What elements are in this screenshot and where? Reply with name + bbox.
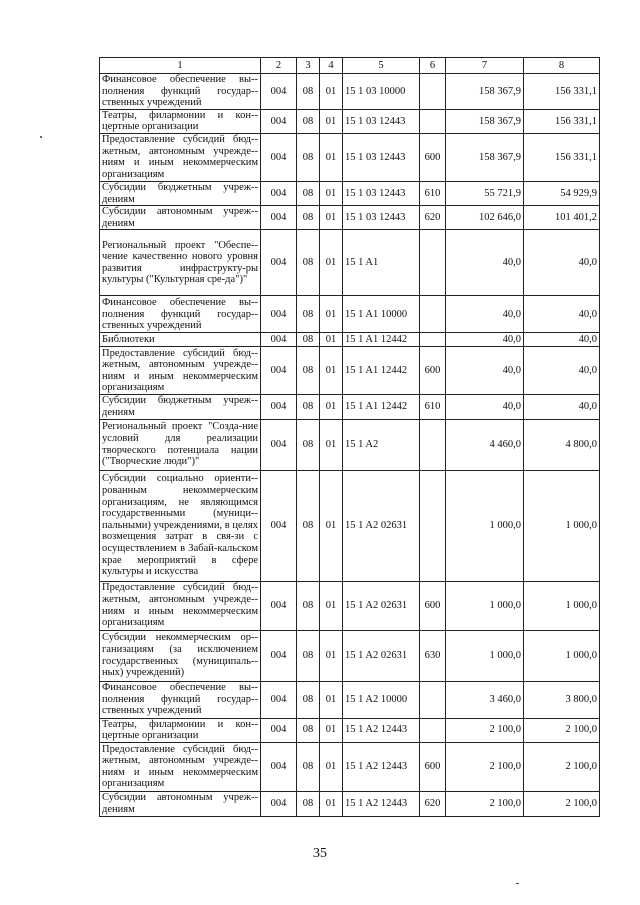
row-name-cell: Региональный проект "Созда-ние условий для реализации творческого потенциала нации ("Творческие люди")" [100, 419, 261, 470]
expense-type-cell [420, 74, 446, 110]
page-number: 35 [313, 846, 327, 861]
subsection-code-cell: 01 [320, 181, 343, 205]
row-name-cell: Предоставление субсидий бюд-жетным, автономным учрежде-ниям и иным некоммерческим организациям [100, 347, 261, 395]
subsection-code-cell: 01 [320, 791, 343, 816]
row-name-cell: Предоставление субсидий бюд-жетным, автономным учрежде-ниям и иным некоммерческим организациям [100, 581, 261, 630]
amount-col7-cell: 3 460,0 [446, 681, 524, 718]
target-article-cell: 15 1 03 12443 [343, 206, 420, 230]
table-row [100, 206, 600, 230]
section-code-cell: 08 [297, 791, 320, 816]
ministry-code-cell: 004 [261, 206, 297, 230]
subsection-code-cell: 01 [320, 395, 343, 419]
subsection-code-cell: 01 [320, 206, 343, 230]
row-name-cell: Субсидии автономным учреж-дениям [100, 206, 261, 230]
amount-col7-cell: 158 367,9 [446, 74, 524, 110]
subsection-code-cell: 01 [320, 419, 343, 470]
target-article-cell: 15 1 A1 12442 [343, 347, 420, 395]
row-name-cell: Субсидии некоммерческим ор-ганизациям (за исключением государственных (муниципаль-ных) учреждений) [100, 630, 261, 681]
expense-type-cell [420, 419, 446, 470]
table-row [100, 109, 600, 133]
row-name-cell: Предоставление субсидий бюд-жетным, автономным учрежде-ниям и иным некоммерческим организациям [100, 742, 261, 791]
section-code-cell: 08 [297, 395, 320, 419]
ministry-code-cell: 004 [261, 630, 297, 681]
row-name-cell: Финансовое обеспечение вы-полнения функций государ-ственных учреждений [100, 296, 261, 333]
header-cell-7: 7 [446, 58, 524, 74]
table-row [100, 230, 600, 296]
row-name-cell: Финансовое обеспечение вы-полнения функций государ-ственных учреждений [100, 74, 261, 110]
table-row [100, 581, 600, 630]
row-name-cell: Субсидии бюджетным учреж-дениям [100, 395, 261, 419]
amount-col7-cell: 40,0 [446, 333, 524, 347]
row-name-cell: Субсидии автономным учреж-дениям [100, 791, 261, 816]
target-article-cell: 15 1 03 10000 [343, 74, 420, 110]
expense-type-cell: 610 [420, 395, 446, 419]
subsection-code-cell: 01 [320, 333, 343, 347]
subsection-code-cell: 01 [320, 230, 343, 296]
subsection-code-cell: 01 [320, 630, 343, 681]
ministry-code-cell: 004 [261, 470, 297, 581]
row-name-cell: Финансовое обеспечение вы-полнения функций государ-ственных учреждений [100, 681, 261, 718]
subsection-code-cell: 01 [320, 133, 343, 181]
amount-col7-cell: 55 721,9 [446, 181, 524, 205]
budget-table [99, 57, 600, 817]
expense-type-cell: 600 [420, 742, 446, 791]
section-code-cell: 08 [297, 581, 320, 630]
section-code-cell: 08 [297, 470, 320, 581]
target-article-cell: 15 1 03 12443 [343, 133, 420, 181]
expense-type-cell [420, 230, 446, 296]
table-row [100, 181, 600, 205]
header-cell-6: 6 [420, 58, 446, 74]
section-code-cell: 08 [297, 133, 320, 181]
subsection-code-cell: 01 [320, 581, 343, 630]
subsection-code-cell: 01 [320, 470, 343, 581]
amount-col7-cell: 1 000,0 [446, 630, 524, 681]
amount-col7-cell: 158 367,9 [446, 109, 524, 133]
ministry-code-cell: 004 [261, 133, 297, 181]
amount-col7-cell: 1 000,0 [446, 470, 524, 581]
target-article-cell: 15 1 A1 12442 [343, 395, 420, 419]
section-code-cell: 08 [297, 630, 320, 681]
amount-col8-cell: 156 331,1 [524, 133, 600, 181]
subsection-code-cell: 01 [320, 347, 343, 395]
amount-col8-cell: 101 401,2 [524, 206, 600, 230]
amount-col7-cell: 2 100,0 [446, 791, 524, 816]
amount-col7-cell: 40,0 [446, 395, 524, 419]
amount-col8-cell: 2 100,0 [524, 742, 600, 791]
row-name-cell: Субсидии социально ориенти-рованным некоммерческим организациям, не являющимся государственными (муници-пальными) учреждениями, в целях возмещения затрат в свя-зи с осуществлением в Забай-кальском крае мероприятий в сфере культуры и искусства [100, 470, 261, 581]
expense-type-cell [420, 333, 446, 347]
scan-speck [516, 883, 519, 884]
section-code-cell: 08 [297, 206, 320, 230]
amount-col8-cell: 2 100,0 [524, 791, 600, 816]
target-article-cell: 15 1 A2 12443 [343, 791, 420, 816]
scan-speck [40, 136, 42, 138]
row-name-cell: Субсидии бюджетным учреж-дениям [100, 181, 261, 205]
amount-col7-cell: 102 646,0 [446, 206, 524, 230]
section-code-cell: 08 [297, 109, 320, 133]
section-code-cell: 08 [297, 718, 320, 742]
ministry-code-cell: 004 [261, 109, 297, 133]
expense-type-cell: 600 [420, 133, 446, 181]
ministry-code-cell: 004 [261, 230, 297, 296]
header-cell-4: 4 [320, 58, 343, 74]
table-row [100, 742, 600, 791]
expense-type-cell [420, 718, 446, 742]
table-row [100, 791, 600, 816]
table-row [100, 681, 600, 718]
row-name-cell: Региональный проект "Обеспе-чение качественно нового уровня развития инфраструкту-ры культуры ("Культурная сре-да")" [100, 230, 261, 296]
amount-col8-cell: 40,0 [524, 395, 600, 419]
subsection-code-cell: 01 [320, 74, 343, 110]
section-code-cell: 08 [297, 230, 320, 296]
header-cell-5: 5 [343, 58, 420, 74]
target-article-cell: 15 1 03 12443 [343, 181, 420, 205]
amount-col7-cell: 40,0 [446, 296, 524, 333]
table-row [100, 133, 600, 181]
row-name-cell: Библиотеки [100, 333, 261, 347]
ministry-code-cell: 004 [261, 419, 297, 470]
expense-type-cell [420, 109, 446, 133]
amount-col7-cell: 4 460,0 [446, 419, 524, 470]
ministry-code-cell: 004 [261, 181, 297, 205]
target-article-cell: 15 1 A2 02631 [343, 630, 420, 681]
ministry-code-cell: 004 [261, 395, 297, 419]
table-body [100, 74, 600, 817]
amount-col8-cell: 1 000,0 [524, 581, 600, 630]
row-name-cell: Театры, филармонии и кон-цертные организации [100, 718, 261, 742]
section-code-cell: 08 [297, 74, 320, 110]
target-article-cell: 15 1 A2 12443 [343, 742, 420, 791]
subsection-code-cell: 01 [320, 109, 343, 133]
ministry-code-cell: 004 [261, 718, 297, 742]
table-row [100, 333, 600, 347]
row-name-cell: Театры, филармонии и кон-цертные организации [100, 109, 261, 133]
section-code-cell: 08 [297, 181, 320, 205]
table-row [100, 470, 600, 581]
ministry-code-cell: 004 [261, 791, 297, 816]
expense-type-cell: 610 [420, 181, 446, 205]
amount-col7-cell: 2 100,0 [446, 742, 524, 791]
amount-col8-cell: 40,0 [524, 347, 600, 395]
subsection-code-cell: 01 [320, 742, 343, 791]
ministry-code-cell: 004 [261, 333, 297, 347]
ministry-code-cell: 004 [261, 681, 297, 718]
expense-type-cell: 600 [420, 347, 446, 395]
table-row [100, 419, 600, 470]
section-code-cell: 08 [297, 296, 320, 333]
expense-type-cell [420, 681, 446, 718]
amount-col8-cell: 1 000,0 [524, 630, 600, 681]
header-cell-2: 2 [261, 58, 297, 74]
table-row [100, 395, 600, 419]
section-code-cell: 08 [297, 681, 320, 718]
subsection-code-cell: 01 [320, 296, 343, 333]
target-article-cell: 15 1 A2 12443 [343, 718, 420, 742]
section-code-cell: 08 [297, 742, 320, 791]
amount-col8-cell: 156 331,1 [524, 74, 600, 110]
target-article-cell: 15 1 A1 10000 [343, 296, 420, 333]
section-code-cell: 08 [297, 419, 320, 470]
header-row [100, 58, 600, 74]
row-name-cell: Предоставление субсидий бюд-жетным, автономным учрежде-ниям и иным некоммерческим организациям [100, 133, 261, 181]
amount-col7-cell: 40,0 [446, 347, 524, 395]
amount-col7-cell: 158 367,9 [446, 133, 524, 181]
expense-type-cell: 620 [420, 791, 446, 816]
amount-col8-cell: 54 929,9 [524, 181, 600, 205]
amount-col8-cell: 2 100,0 [524, 718, 600, 742]
section-code-cell: 08 [297, 333, 320, 347]
target-article-cell: 15 1 03 12443 [343, 109, 420, 133]
header-cell-8: 8 [524, 58, 600, 74]
ministry-code-cell: 004 [261, 581, 297, 630]
ministry-code-cell: 004 [261, 742, 297, 791]
expense-type-cell: 630 [420, 630, 446, 681]
subsection-code-cell: 01 [320, 681, 343, 718]
ministry-code-cell: 004 [261, 296, 297, 333]
amount-col8-cell: 156 331,1 [524, 109, 600, 133]
amount-col7-cell: 40,0 [446, 230, 524, 296]
amount-col7-cell: 2 100,0 [446, 718, 524, 742]
target-article-cell: 15 1 A1 12442 [343, 333, 420, 347]
target-article-cell: 15 1 A1 [343, 230, 420, 296]
table-row [100, 630, 600, 681]
section-code-cell: 08 [297, 347, 320, 395]
table-row [100, 74, 600, 110]
amount-col8-cell: 40,0 [524, 296, 600, 333]
target-article-cell: 15 1 A2 [343, 419, 420, 470]
target-article-cell: 15 1 A2 02631 [343, 581, 420, 630]
target-article-cell: 15 1 A2 10000 [343, 681, 420, 718]
subsection-code-cell: 01 [320, 718, 343, 742]
header-cell-3: 3 [297, 58, 320, 74]
target-article-cell: 15 1 A2 02631 [343, 470, 420, 581]
ministry-code-cell: 004 [261, 347, 297, 395]
ministry-code-cell: 004 [261, 74, 297, 110]
amount-col8-cell: 3 800,0 [524, 681, 600, 718]
table-row [100, 296, 600, 333]
table-row [100, 347, 600, 395]
amount-col8-cell: 4 800,0 [524, 419, 600, 470]
table-row [100, 718, 600, 742]
expense-type-cell [420, 470, 446, 581]
expense-type-cell: 620 [420, 206, 446, 230]
expense-type-cell: 600 [420, 581, 446, 630]
amount-col8-cell: 1 000,0 [524, 470, 600, 581]
amount-col8-cell: 40,0 [524, 333, 600, 347]
header-cell-1: 1 [100, 58, 261, 74]
expense-type-cell [420, 296, 446, 333]
amount-col7-cell: 1 000,0 [446, 581, 524, 630]
amount-col8-cell: 40,0 [524, 230, 600, 296]
